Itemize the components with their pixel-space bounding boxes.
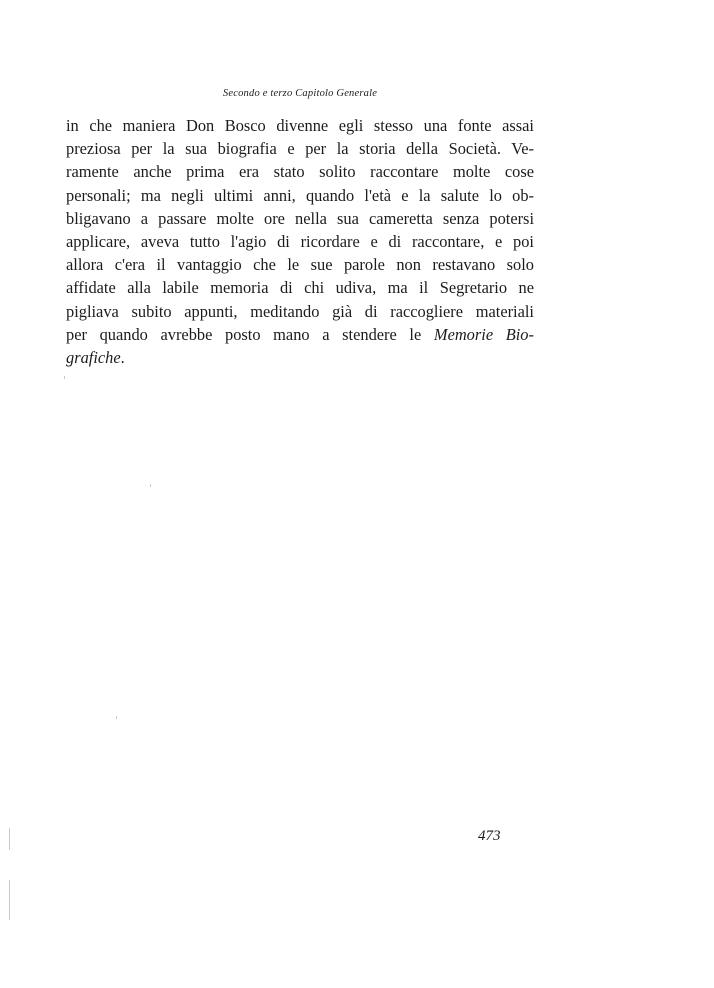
book-title-italic: grafiche <box>66 348 121 368</box>
text-line: ramente anche prima era stato solito raccontare molte cose <box>66 162 534 182</box>
text-line: preziosa per la sua biografia e per la storia della Società. Ve- <box>66 139 534 159</box>
text-line: pigliava subito appunti, meditando già di raccogliere materiali <box>66 301 534 321</box>
text-line <box>66 323 534 346</box>
scan-speck <box>64 376 65 379</box>
text-line: bligavano a passare molte ore nella sua cameretta senza potersi <box>66 208 534 228</box>
text-line: in che maniera Don Bosco divenne egli stesso una fonte assai <box>66 116 534 135</box>
text-line: allora c'era il vantaggio che le sue parole non restavano solo <box>66 255 534 275</box>
page-number: 473 <box>478 828 501 844</box>
scan-speck <box>9 880 10 920</box>
text-line-roman: per quando avrebbe posto mano a stendere le <box>66 324 422 344</box>
scan-speck <box>9 828 10 850</box>
scan-speck <box>150 484 151 487</box>
text-line: personali; ma negli ultimi anni, quando l'età e la salute lo ob- <box>66 185 534 205</box>
text-line: affidate alla labile memoria di chi udiva, ma il Segretario ne <box>66 278 534 298</box>
running-head: Secondo e terzo Capitolo Generale <box>222 88 378 99</box>
scan-speck <box>116 716 117 719</box>
book-title-italic: Memorie Bio- <box>433 324 534 344</box>
sentence-period: . <box>120 348 125 368</box>
body-paragraph <box>66 114 534 369</box>
text-line <box>66 346 534 369</box>
text-line: applicare, aveva tutto l'agio di ricordare e di raccontare, e poi <box>66 232 534 252</box>
